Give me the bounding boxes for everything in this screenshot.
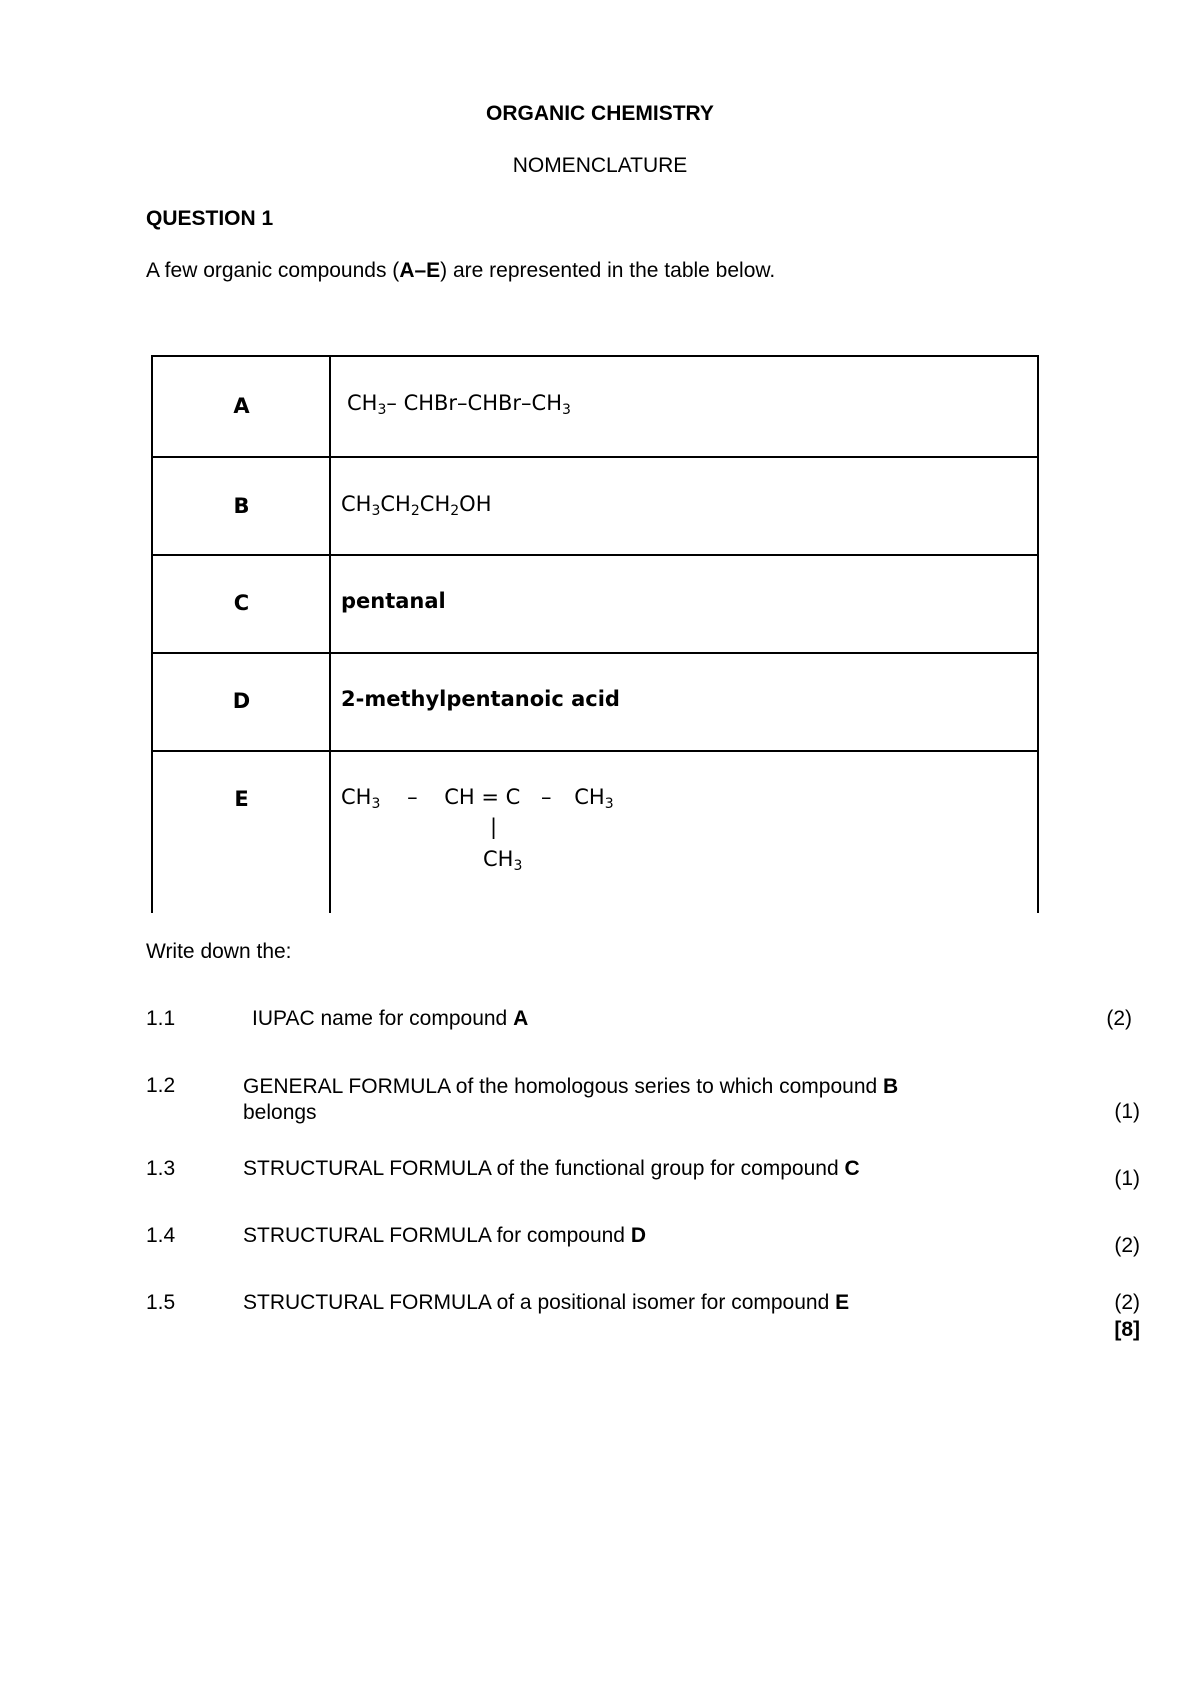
intro-range: A–E [399,259,441,282]
question-heading: QUESTION 1 [146,207,274,230]
item-number: 1.3 [146,1157,176,1180]
row-key: B [233,494,250,518]
item-text: STRUCTURAL FORMULA for compound D [243,1224,646,1247]
row-value-formula: $CH_3-$ CHBr–$CHBr-CH_3$ [347,391,571,418]
item-number: 1.1 [146,1007,176,1030]
row-value-formula: $CH_3$ – CH = C – $CH_3$ [341,785,614,812]
item-number: 1.5 [146,1291,176,1314]
row-key: D [232,689,251,713]
document-subtitle: NOMENCLATURE [512,154,688,177]
question-intro [146,259,775,283]
row-value-name: 2-methylpentanoic acid [341,687,620,711]
item-text: STRUCTURAL FORMULA of the functional group for compound C [243,1157,860,1180]
row-value-name: pentanal [341,589,446,613]
branch-bond: | [490,815,498,839]
row-value-formula: $CH_3CH_2CH_2OH$ [341,492,492,519]
item-marks: (2) [1106,1007,1132,1030]
intro-suffix: ) are represented in the table below. [440,259,776,282]
row-key: A [233,394,250,418]
item-marks: (1) [1114,1100,1140,1123]
compounds-table [151,355,1039,913]
row-key: C [233,591,250,615]
document-title: ORGANIC CHEMISTRY [486,102,714,125]
table-row-c [153,556,1037,654]
item-number: 1.2 [146,1074,176,1097]
item-text: IUPAC name for compound A [252,1007,529,1030]
instructions-lead: Write down the: [146,940,292,963]
branch-group: $CH_3$ [483,847,523,874]
table-row-e [153,752,1037,913]
item-marks: (2) [1114,1291,1140,1314]
intro-prefix: A few organic compounds ( [146,259,400,282]
table-row-b [153,458,1037,556]
item-marks: (1) [1114,1167,1140,1190]
item-number: 1.4 [146,1224,176,1247]
table-row-d [153,654,1037,752]
question-total-marks: [8] [1114,1318,1140,1341]
item-marks: (2) [1114,1234,1140,1257]
table-row-a [153,357,1037,458]
item-text: STRUCTURAL FORMULA of a positional isomer for compound E [243,1291,850,1314]
item-text: GENERAL FORMULA of the homologous series to which compound B belongs [243,1075,899,1124]
row-key: E [234,787,249,811]
